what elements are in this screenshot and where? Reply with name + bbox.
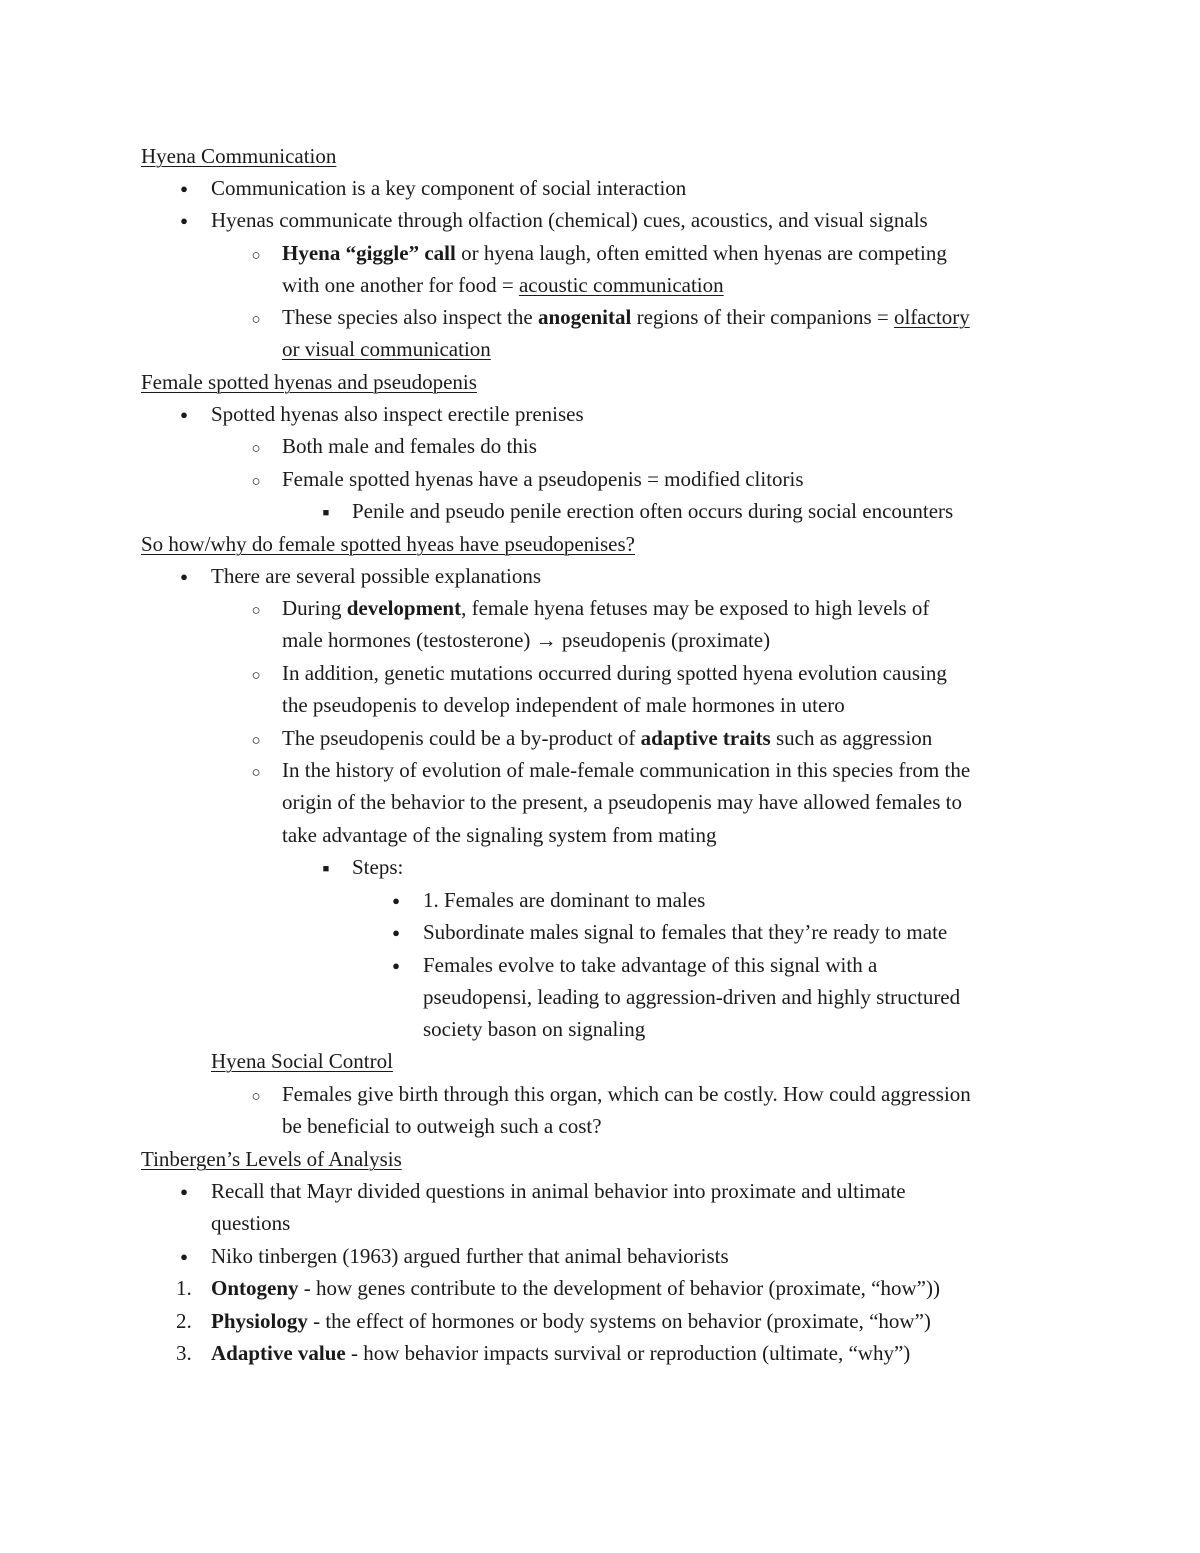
hollow-bullet-icon: [244, 430, 268, 465]
hollow-bullet-icon: [244, 592, 268, 627]
list-item-cont: questions: [211, 1211, 291, 1235]
heading-tinbergen: [0, 1143, 1200, 1175]
bullet-icon: [172, 172, 196, 207]
sub-list-item: ○ In the history of evolution of male-female communication in this species from the: [0, 754, 1200, 786]
hollow-bullet-icon: [244, 301, 268, 336]
hollow-bullet-icon: [244, 237, 268, 272]
numbered-item: 3. Adaptive value - how behavior impacts survival or reproduction (ultimate, “why”): [0, 1337, 1200, 1369]
list-item: ● Spotted hyenas also inspect erectile prenises: [0, 398, 1200, 430]
bullet-icon: [172, 560, 196, 595]
hollow-bullet-icon: [244, 754, 268, 789]
step-item: ● Females evolve to take advantage of this signal with a: [0, 949, 1200, 981]
list-item: ● Niko tinbergen (1963) argued further that animal behaviorists: [0, 1240, 1200, 1272]
sub-sub-list-item: ■ Steps:: [0, 851, 1200, 883]
underlined-term: olfactory: [893, 305, 970, 329]
sub-list-item-cont: with one another for food = acoustic communication: [282, 273, 724, 297]
list-item: ● Communication is a key component of social interaction: [0, 172, 1200, 204]
list-item: ● Hyenas communicate through olfaction (chemical) cues, acoustics, and visual signals: [0, 204, 1200, 236]
sub-list-item-cont: origin of the behavior to the present, a pseudopenis may have allowed females to: [282, 790, 962, 814]
bullet-icon: [384, 884, 408, 919]
numbered-item: 1. Ontogeny - how genes contribute to the development of behavior (proximate, “how”)): [0, 1272, 1200, 1304]
numbered-item: 2. Physiology - the effect of hormones or body systems on behavior (proximate, “how”): [0, 1305, 1200, 1337]
sub-list-item-cont: be beneficial to outweigh such a cost?: [282, 1114, 602, 1138]
hollow-bullet-icon: [244, 1078, 268, 1113]
hollow-bullet-icon: [244, 722, 268, 757]
bullet-icon: [384, 949, 408, 984]
bullet-icon: [172, 204, 196, 239]
square-bullet-icon: [314, 495, 338, 531]
heading-how-why: [0, 528, 1200, 560]
list-item: ● Recall that Mayr divided questions in animal behavior into proximate and ultimate: [0, 1175, 1200, 1207]
sub-list-item: ○ Female spotted hyenas have a pseudopenis = modified clitoris: [0, 463, 1200, 495]
list-number: 1.: [176, 1276, 192, 1300]
sub-list-item: ○ Females give birth through this organ, which can be costly. How could aggression: [0, 1078, 1200, 1110]
section-heading: Hyena Social Control: [211, 1049, 393, 1073]
hollow-bullet-icon: [244, 657, 268, 692]
list-number: 2.: [176, 1309, 192, 1333]
sub-list-item-cont: [0, 333, 1200, 365]
step-item-cont: pseudopensi, leading to aggression-driven and highly structured: [423, 985, 961, 1009]
sub-list-item: ○ During development, female hyena fetuses may be exposed to high levels of: [0, 592, 1200, 624]
sub-list-item: ○ Hyena “giggle” call or hyena laugh, often emitted when hyenas are competing: [0, 237, 1200, 269]
sub-list-item: ○ These species also inspect the anogenital regions of their companions = olfactory: [0, 301, 1200, 333]
sub-list-item: ○ The pseudopenis could be a by-product of adaptive traits such as aggression: [0, 722, 1200, 754]
bullet-icon: [172, 1175, 196, 1210]
section-heading: Female spotted hyenas and pseudopenis: [141, 370, 477, 394]
bullet-icon: [384, 916, 408, 951]
list-number: 3.: [176, 1341, 192, 1365]
sub-list-item-cont: male hormones (testosterone) → pseudopenis (proximate): [282, 628, 771, 652]
sub-list-item: ○ Both male and females do this: [0, 430, 1200, 462]
heading-female-spotted-hyenas: [0, 366, 1200, 398]
section-heading: Hyena Communication: [141, 144, 337, 168]
hollow-bullet-icon: [244, 463, 268, 498]
list-item: ● There are several possible explanations: [0, 560, 1200, 592]
section-heading: Tinbergen’s Levels of Analysis: [141, 1147, 402, 1171]
underlined-term: or visual communication: [282, 337, 491, 361]
underlined-term: acoustic communication: [518, 273, 724, 297]
heading-hyena-communication: [0, 140, 1200, 172]
step-item: ● Subordinate males signal to females that they’re ready to mate: [0, 916, 1200, 948]
step-item-cont: society bason on signaling: [423, 1017, 646, 1041]
step-item: ● 1. Females are dominant to males: [0, 884, 1200, 916]
section-heading: So how/why do female spotted hyeas have pseudopenises?: [141, 532, 635, 556]
sub-list-item: ○ In addition, genetic mutations occurred during spotted hyena evolution causing: [0, 657, 1200, 689]
heading-social-control: [0, 1045, 1200, 1077]
bullet-icon: [172, 1240, 196, 1275]
sub-list-item-cont: take advantage of the signaling system from mating: [282, 823, 717, 847]
bullet-icon: [172, 398, 196, 433]
square-bullet-icon: [314, 851, 338, 887]
sub-list-item-cont: the pseudopenis to develop independent of male hormones in utero: [282, 693, 845, 717]
sub-sub-list-item: ■ Penile and pseudo penile erection often occurs during social encounters: [0, 495, 1200, 527]
